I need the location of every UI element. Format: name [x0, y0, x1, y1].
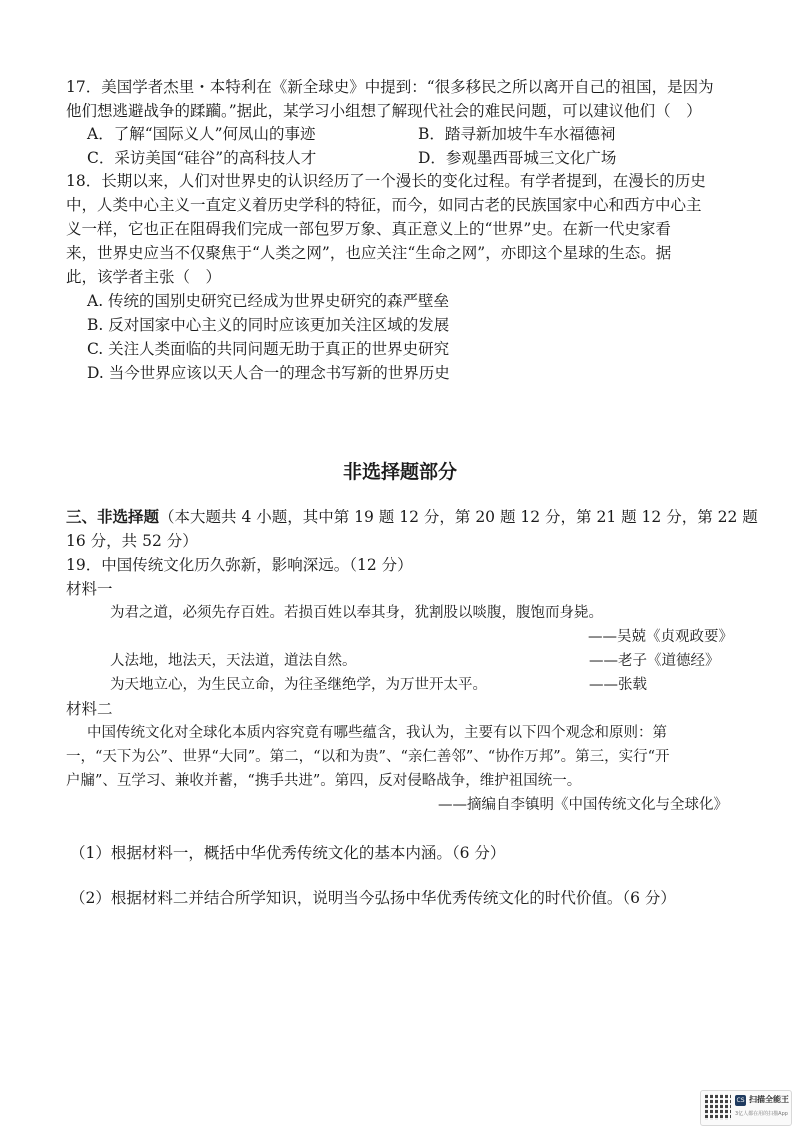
part-3-heading: 三、非选择题: [66, 508, 160, 526]
material-1-source-3: ——张载: [589, 677, 647, 693]
section-title: 非选择题部分: [342, 461, 457, 483]
q17-line-1: 17．美国学者杰里・本特利在《新全球史》中提到：“很多移民之所以离开自己的祖国，是因为: [66, 78, 714, 96]
q19-stem: 19．中国传统文化历久弥新，影响深远。（12 分）: [66, 556, 413, 574]
material-1-quote-3: 为天地立心，为生民立命，为往圣继绝学，为万世开太平。: [110, 677, 487, 693]
material-1-source-2: ——老子《道德经》: [589, 653, 720, 669]
q18-option-c: C. 关注人类面临的共同问题无助于真正的世界史研究: [87, 340, 450, 358]
material-2-line-3: 户牖”、互学习、兼收并蓄，“携手共进”。第四，反对侵略战争，维护祖国统一。: [66, 773, 582, 789]
q19-sub-question-1: （1）根据材料一，概括中华优秀传统文化的基本内涵。（6 分）: [70, 844, 506, 862]
part-3-line-1: [66, 507, 758, 527]
material-2-line-2: 一，“天下为公”、世界“大同”。第二，“以和为贵”、“亲仁善邻”、“协作万邦”。第三，实行“开: [66, 749, 670, 765]
q18-option-b: B. 反对国家中心主义的同时应该更加关注区域的发展: [87, 316, 450, 334]
q17-option-b: B．踏寻新加坡牛车水福德祠: [418, 125, 616, 143]
q17-line-2: 他们想逃避战争的蹂躏。”据此，某学习小组想了解现代社会的难民问题，可以建议他们（ ）: [66, 102, 702, 120]
material-2-line-1: 中国传统文化对全球化本质内容究竟有哪些蕴含，我认为，主要有以下四个观念和原则：第: [87, 725, 667, 741]
scanner-watermark-badge: [700, 1090, 792, 1126]
q17-option-d: D．参观墨西哥城三文化广场: [418, 149, 617, 167]
scanner-app-tagline: 3亿人都在用的扫描App: [735, 1111, 788, 1117]
scanner-app-name: 扫描全能王: [749, 1095, 789, 1104]
q17-option-c: C．采访美国“硅谷”的高科技人才: [87, 149, 317, 167]
q19-sub-question-2: （2）根据材料二并结合所学知识，说明当今弘扬中华优秀传统文化的时代价值。（6 分）: [70, 889, 676, 907]
material-1-quote-2: 人法地，地法天，天法道，道法自然。: [110, 653, 357, 669]
q17-option-a: A．了解“国际义人”何凤山的事迹: [87, 125, 316, 143]
q18-option-a: A. 传统的国别史研究已经成为世界史研究的森严壁垒: [87, 292, 450, 310]
q18-line-2: 中，人类中心主义一直定义着历史学科的特征，而今，如同古老的民族国家中心和西方中心主: [66, 196, 702, 214]
q18-line-1: 18．长期以来，人们对世界史的认识经历了一个漫长的变化过程。有学者提到，在漫长的历史: [66, 172, 706, 190]
material-1-label: 材料一: [66, 580, 113, 598]
q18-line-4: 来，世界史应当不仅聚焦于“人类之网”，也应关注“生命之网”，亦即这个星球的生态。据: [66, 244, 672, 262]
qr-code-icon: [705, 1094, 731, 1120]
q18-line-3: 义一样，它也正在阻碍我们完成一部包罗万象、真正意义上的“世界”史。在新一代史家看: [66, 220, 671, 238]
q18-line-5: 此，该学者主张（ ）: [66, 268, 222, 286]
q18-option-d: D. 当今世界应该以天人合一的理念书写新的世界历史: [87, 364, 450, 382]
part-3-desc-2: 16 分，共 52 分）: [66, 532, 198, 550]
material-2-label: 材料二: [66, 700, 113, 718]
material-2-source: ——摘编自李镇明《中国传统文化与全球化》: [438, 797, 728, 813]
camscanner-logo-icon: CS: [736, 1097, 745, 1104]
material-1-source-1: ——吴兢《贞观政要》: [588, 629, 733, 645]
part-3-desc-1: （本大题共 4 小题，其中第 19 题 12 分，第 20 题 12 分，第 21 题 12 分，第 22 题: [159, 508, 758, 526]
material-1-quote-1: 为君之道，必须先存百姓。若损百姓以奉其身，犹割股以啖腹，腹饱而身毙。: [110, 605, 603, 621]
